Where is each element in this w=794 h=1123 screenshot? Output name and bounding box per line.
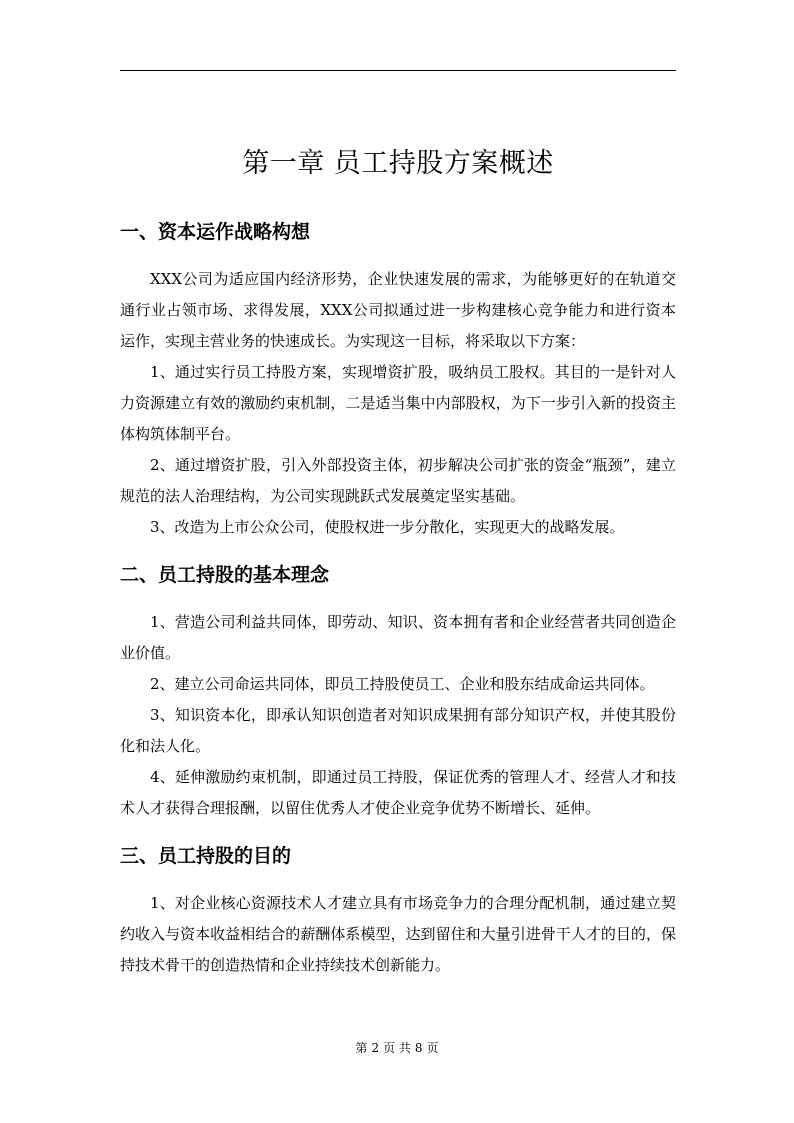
- paragraph: 3、改造为上市公众公司，使股权进一步分散化，实现更大的战略发展。: [150, 518, 625, 536]
- footer-prefix: 第: [355, 1041, 368, 1055]
- section-heading-1: 一、资本运作战略构想: [120, 221, 311, 243]
- footer-suffix: 页: [426, 1041, 439, 1055]
- paragraph: 2、建立公司命运共同体，即员工持股使员工、企业和股东结成命运共同体。: [150, 675, 655, 693]
- paragraph: XXX公司为适应国内经济形势，企业快速发展的需求，为能够更好的在轨道交通行业占领市场、求得发展，XXX公司拟通过进一步构建核心竞争能力和进行资本运作，实现主营业务的快速成长。为实现这一目标，将采取以下方案：: [120, 270, 676, 350]
- document-body: [120, 138, 676, 981]
- paragraph: 4、延伸激励约束机制，即通过员工持股，保证优秀的管理人才、经营人才和技术人才获得合理报酬，以留住优秀人才使企业竞争优势不断增长、延伸。: [120, 768, 676, 817]
- section-heading-2: 二、员工持股的基本理念: [120, 564, 330, 586]
- footer-middle: 页 共: [383, 1041, 411, 1055]
- paragraph: 1、对企业核心资源技术人才建立具有市场竞争力的合理分配机制，通过建立契约收入与资本收益相结合的薪酬体系模型，达到留住和大量引进骨干人才的目的，保持技术骨干的创造热情和企业持续技术创新能力。: [120, 894, 676, 974]
- paragraph: 1、营造公司利益共同体，即劳动、知识、资本拥有者和企业经营者共同创造企业价值。: [120, 613, 676, 662]
- footer-total-pages: 8: [414, 1041, 423, 1055]
- chapter-title: 第一章 员工持股方案概述: [242, 148, 554, 179]
- header-rule: [120, 70, 676, 71]
- paragraph: 2、通过增资扩股，引入外部投资主体，初步解决公司扩张的资金“瓶颈”，建立规范的法人治理结构，为公司实现跳跃式发展奠定坚实基础。: [120, 456, 676, 505]
- footer-page-number: 2: [371, 1041, 380, 1055]
- paragraph: 1、通过实行员工持股方案，实现增资扩股，吸纳员工股权。其目的一是针对人力资源建立有效的激励约束机制，二是适当集中内部股权，为下一步引入新的投资主体构筑体制平台。: [120, 363, 676, 443]
- paragraph: 3、知识资本化，即承认知识创造者对知识成果拥有部分知识产权，并使其股份化和法人化。: [120, 706, 676, 755]
- section-heading-3: 三、员工持股的目的: [120, 845, 292, 867]
- page-footer: [0, 1040, 794, 1056]
